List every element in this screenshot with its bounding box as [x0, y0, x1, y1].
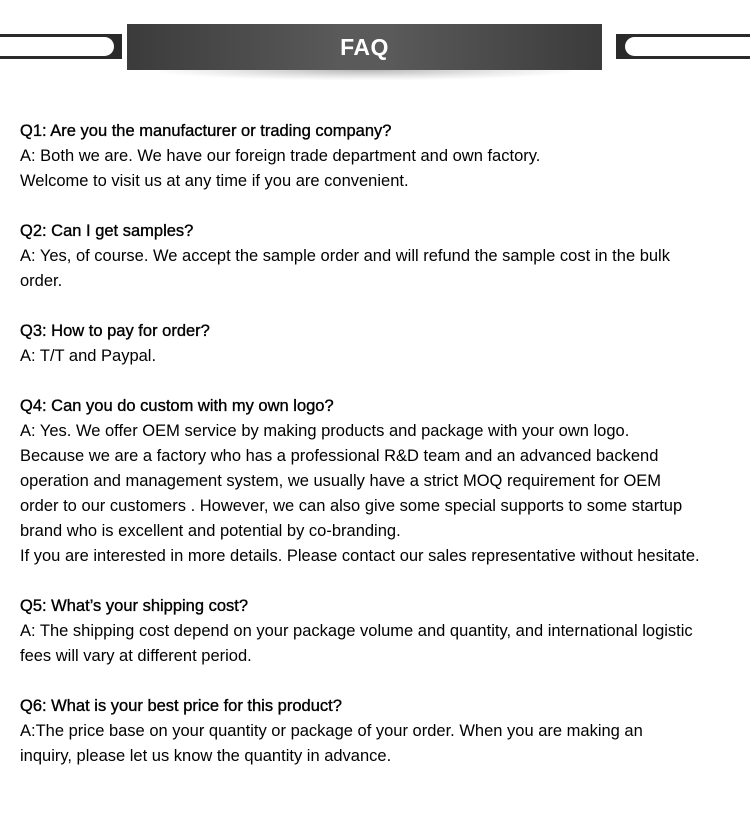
- faq-answer-line: A: Both we are. We have our foreign trade department and own factory.: [20, 147, 541, 165]
- faq-question: Q6: What is your best price for this product?: [20, 697, 342, 715]
- faq-answer-line: A: Yes, of course. We accept the sample order and will refund the sample cost in the bulk: [20, 247, 670, 265]
- faq-item-2: [20, 219, 735, 294]
- banner-title-plate: [127, 24, 602, 70]
- faq-banner: [0, 0, 750, 90]
- faq-item-4: [20, 394, 735, 569]
- page-title: FAQ: [340, 33, 389, 60]
- faq-answer-line: Because we are a factory who has a professional R&D team and an advanced backend: [20, 447, 659, 465]
- faq-question: Q1: Are you the manufacturer or trading company?: [20, 122, 392, 140]
- faq-question: Q4: Can you do custom with my own logo?: [20, 397, 334, 415]
- faq-item-1: [20, 119, 735, 194]
- faq-answer-line: inquiry, please let us know the quantity in advance.: [20, 747, 392, 765]
- banner-title-shadow: [160, 70, 570, 80]
- faq-question: Q2: Can I get samples?: [20, 222, 194, 240]
- faq-answer-line: brand who is excellent and potential by co-branding.: [20, 522, 401, 540]
- faq-list: [20, 119, 735, 794]
- faq-answer-line: A: T/T and Paypal.: [20, 347, 157, 365]
- faq-item-6: [20, 694, 735, 769]
- faq-item-3: [20, 319, 735, 369]
- faq-question: Q3: How to pay for order?: [20, 322, 210, 340]
- banner-right-pill: [625, 37, 750, 56]
- faq-question: Q5: What’s your shipping cost?: [20, 597, 249, 615]
- faq-answer-line: A: Yes. We offer OEM service by making products and package with your own logo.: [20, 422, 630, 440]
- banner-left-pill: [0, 37, 114, 56]
- faq-answer-line: Welcome to visit us at any time if you are convenient.: [20, 172, 409, 190]
- faq-item-5: [20, 594, 735, 669]
- faq-answer-line: If you are interested in more details. Please contact our sales representative without hesitate.: [20, 547, 700, 565]
- faq-answer-line: order to our customers . However, we can also give some special supports to some startup: [20, 497, 683, 515]
- faq-answer-line: fees will vary at different period.: [20, 647, 252, 665]
- banner-right-bar: [616, 34, 750, 59]
- faq-answer-line: A: The shipping cost depend on your package volume and quantity, and international logistic: [20, 622, 693, 640]
- faq-answer-line: order.: [20, 272, 63, 290]
- faq-answer-line: operation and management system, we usually have a strict MOQ requirement for OEM: [20, 472, 662, 490]
- faq-answer-line: A:The price base on your quantity or package of your order. When you are making an: [20, 722, 643, 740]
- banner-left-bar: [0, 34, 122, 59]
